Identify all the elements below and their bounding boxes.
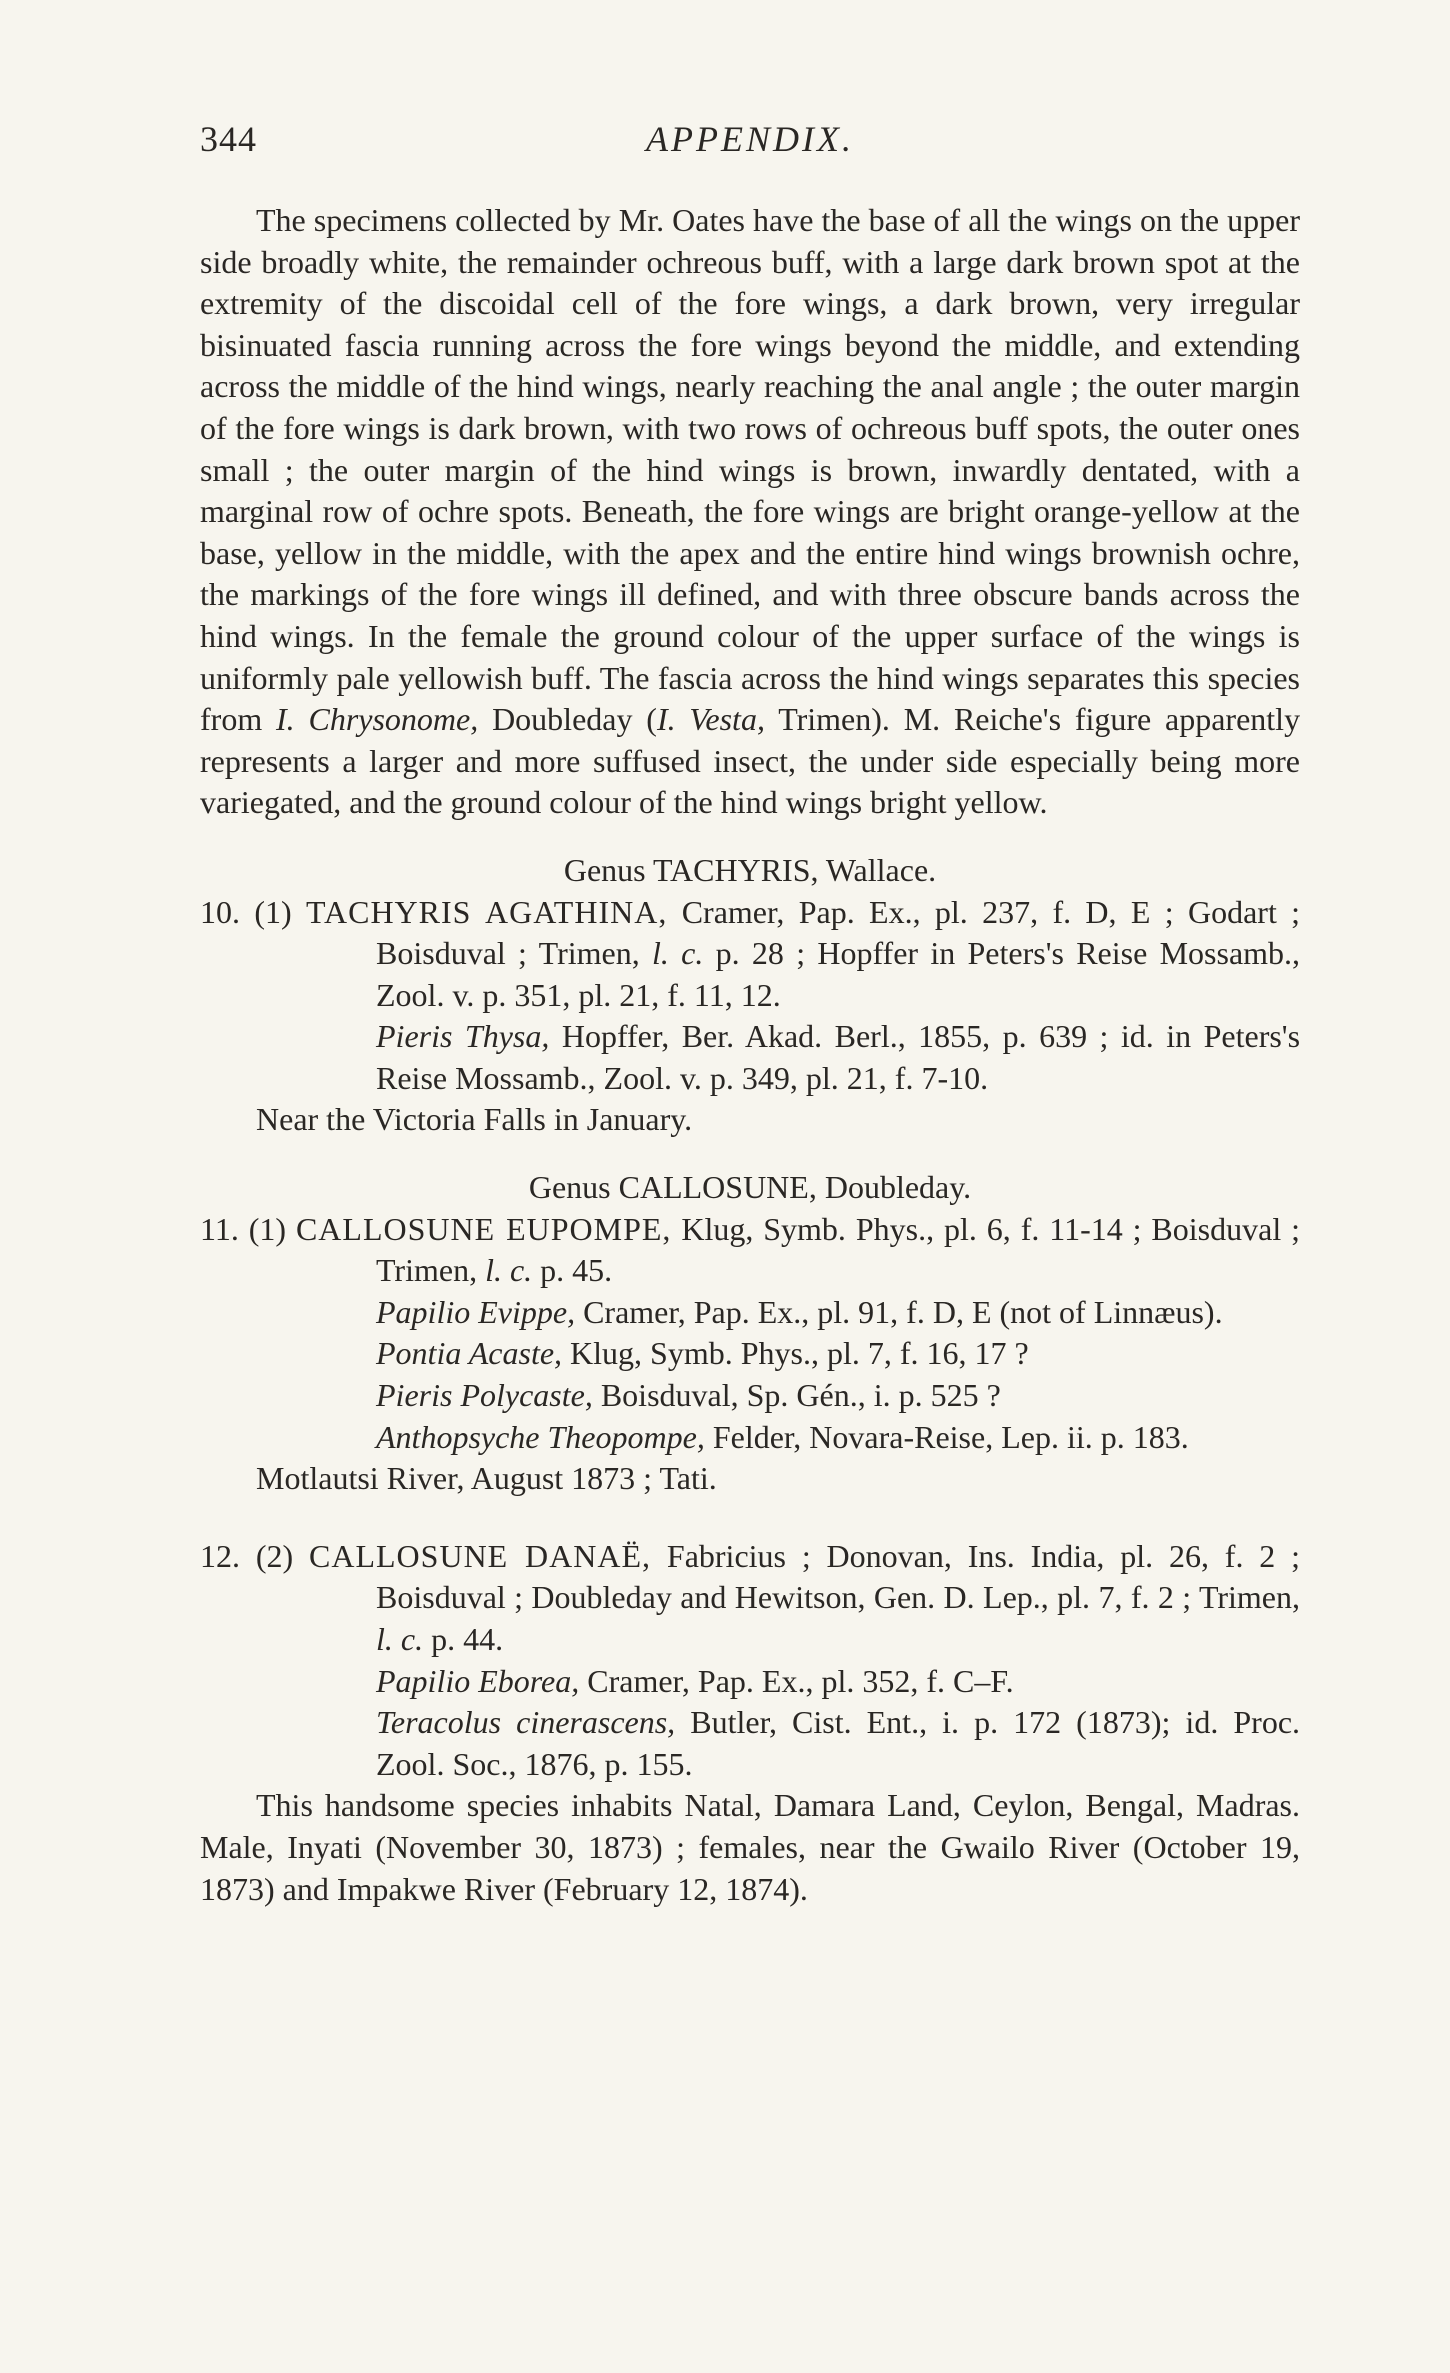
synonym: Teracolus cinerascens, Butler, Cist. Ent., i. p. 172 (1873); id. Proc. Zool. Soc., 1876, p. 155. [376,1704,1301,1782]
locality: Near the Victoria Falls in January. [256,1101,693,1138]
page-header [200,118,1300,168]
entry-number: 11. (1) [200,1210,287,1247]
running-title: APPENDIX. [646,119,854,159]
intro-paragraph: The specimens collected by Mr. Oates have the base of all the wings on the upper side broadly white, the remainder ochreous buff, with a large dark brown spot at the extremity of the discoidal cell of the fore wings, a dark brown, very irregular bisinuated fascia running across the fore wings beyond the middle, and extending across the middle of the hind wings, nearly reaching the anal angle ; the outer margin of the fore wings is dark brown, with two rows of ochreous buff spots, the outer ones small ; the outer margin of the hind wings is brown, inwardly dentated, with a marginal row of ochre spots. Beneath, the fore wings are bright orange-yellow at the base, yellow in the middle, with the apex and the entire hind wings brownish ochre, the markings of the fore wings ill defined, and with three obscure bands across the hind wings. In the female the ground colour of the upper surface of the wings is uniformly pale yellowish buff. The fascia across the hind wings separates this species from I. Chrysonome, Doubleday (I. Vesta, Trimen). M. Reiche's figure apparently represents a larger and more suffused insect, the under side especially being more variegated, and the ground colour of the hind wings bright yellow. [200,202,1301,821]
synonym-name: Pieris Thysa, [376,1018,550,1055]
entry-number: 12. (2) [200,1537,294,1574]
synonym: Papilio Eborea, Cramer, Pap. Ex., pl. 352, f. C–F. [376,1662,1014,1699]
synonym: Pieris Polycaste, Boisduval, Sp. Gén., i. p. 525 ? [376,1377,1001,1414]
synonym-name: Pieris Polycaste, [376,1377,593,1414]
species-name: CALLOSUNE EUPOMPE, [295,1210,672,1247]
synonym-name: Teracolus cinerascens, [376,1704,676,1741]
synonym: Anthopsyche Theopompe, Felder, Novara-Reise, Lep. ii. p. 183. [376,1418,1189,1455]
closing-paragraph: This handsome species inhabits Natal, Damara Land, Ceylon, Bengal, Madras. Male, Inyati (November 30, 1873) ; females, near the Gwailo River (October 19, 1873) and Impakwe River (February 12, 1874). [200,1787,1300,1907]
synonym: Papilio Evippe, Cramer, Pap. Ex., pl. 91, f. D, E (not of Linnæus). [376,1293,1223,1330]
species-name: I. Vesta, [656,701,765,738]
synonym-name: Papilio Evippe, [376,1293,576,1330]
species-name: I. Chrysonome, [276,701,479,738]
page-body [200,200,1300,1910]
species-name: TACHYRIS AGATHINA, [306,893,668,930]
genus-heading-tachyris: Genus TACHYRIS, Wallace. [563,851,937,888]
genus-heading-callosune: Genus CALLOSUNE, Doubleday. [528,1169,972,1206]
species-entry-10: 10. (1) TACHYRIS AGATHINA, Cramer, Pap. Ex., pl. 237, f. D, E ; Godart ; Boisduval ; Trimen, l. c. p. 28 ; Hopffer in Peters's Reise Mossamb., Zool. v. p. 351, pl. 21, f. 11, 12. [200,893,1301,1013]
page-number: 344 [200,119,257,159]
synonym-name: Pontia Acaste, [376,1335,563,1372]
species-entry-12: 12. (2) CALLOSUNE DANAË, Fabricius ; Donovan, Ins. India, pl. 26, f. 2 ; Boisduval ; Doubleday and Hewitson, Gen. D. Lep., pl. 7, f. 2 ; Trimen, l. c. p. 44. [200,1537,1301,1657]
synonym: Pieris Thysa, Hopffer, Ber. Akad. Berl., 1855, p. 639 ; id. in Peters's Reise Mossamb., Zool. v. p. 349, pl. 21, f. 7-10. [376,1018,1301,1096]
synonym-name: Anthopsyche Theopompe, [376,1418,705,1455]
entry-number: 10. (1) [200,893,292,930]
synonym: Pontia Acaste, Klug, Symb. Phys., pl. 7, f. 16, 17 ? [376,1335,1029,1372]
species-entry-11: 11. (1) CALLOSUNE EUPOMPE, Klug, Symb. Phys., pl. 6, f. 11-14 ; Boisduval ; Trimen, l. c. p. 45. [200,1210,1300,1289]
synonym-name: Papilio Eborea, [376,1662,580,1699]
species-name: CALLOSUNE DANAË, [309,1537,652,1574]
locality: Motlautsi River, August 1873 ; Tati. [256,1460,717,1497]
